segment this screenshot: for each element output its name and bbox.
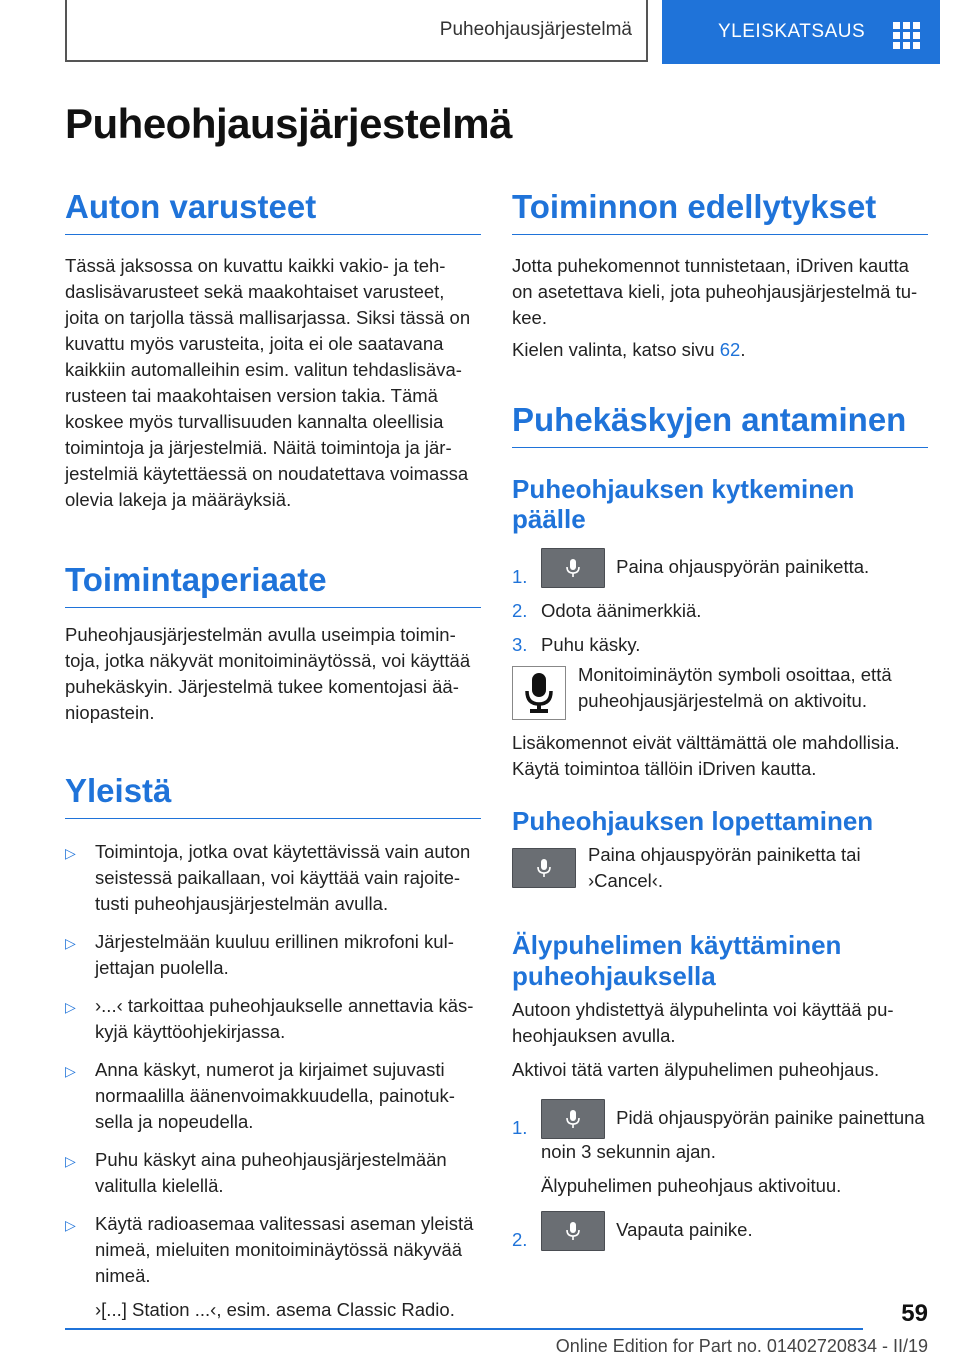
- page-link[interactable]: 62: [719, 338, 741, 360]
- triangle-bullet-icon: ▷: [65, 1152, 76, 1169]
- heading-kytkeminen-paalle: Puheohjauksen kytkeminen päälle: [512, 473, 855, 535]
- header-chapter-tab[interactable]: [662, 0, 940, 64]
- list-item: ▷ Järjestelmään kuuluu erillinen mikrofoni kuljettajan puolella.: [65, 930, 454, 978]
- steering-voice-button-image: [512, 848, 576, 888]
- steering-voice-button-image: [541, 1099, 605, 1139]
- grid-icon: [893, 22, 920, 49]
- cancel-row: [512, 844, 928, 894]
- steps-kytkeminen: [512, 548, 928, 658]
- heading-toimintaperiaate: Toimintaperiaate: [65, 561, 481, 608]
- page-title: Puheohjausjärjestelmä: [65, 100, 513, 147]
- heading-auton-varusteet: Auton varusteet: [65, 188, 481, 235]
- paragraph-lisakomennot: Lisäkomennot eivät välttämättä ole mahdollisia. Käytä toimintoa tällöin iDriven kautta.: [512, 732, 900, 780]
- header-section-label: Puheohjausjärjestelmä: [439, 19, 632, 40]
- list-item: 2. Vapauta painike.: [512, 1211, 928, 1251]
- list-item: 3. Puhu käsky.: [512, 634, 641, 656]
- paragraph-toimintaperiaate: Puheohjausjärjestelmän avulla useimpia toimintoja, jotka näkyvät monitoiminäytössä, voi käyttää puhekäskyin. Järjestelmä tukee komentojasi ääniopastein.: [65, 623, 471, 723]
- paragraph-monitor-symbol: Monitoiminäytön symboli osoittaa, että puheohjausjärjestelmä on aktivoitu.: [578, 664, 892, 712]
- steps-alypuhelin: [512, 1099, 928, 1251]
- list-item: 1. Pidä ohjauspyörän painike painettuna noin 3 sekunnin ajan. Älypuhelimen puheohjaus aktivoituu.: [512, 1099, 928, 1199]
- heading-alypuhelin: Älypuhelimen käyttäminen puheohjauksella: [512, 930, 842, 991]
- triangle-bullet-icon: ▷: [65, 1062, 76, 1079]
- steering-voice-button-image: [541, 1211, 605, 1251]
- paragraph-lopettaminen: Paina ohjauspyörän painiketta tai ›Cancel‹.: [588, 844, 861, 892]
- left-column: [65, 188, 481, 1335]
- footer-divider: [65, 1328, 863, 1330]
- heading-lopettaminen: Puheohjauksen lopettaminen: [512, 806, 874, 837]
- paragraph-alypuhelin-2: Aktivoi tätä varten älypuhelimen puheohjaus.: [512, 1058, 880, 1080]
- triangle-bullet-icon: ▷: [65, 844, 76, 861]
- list-item: 1. Paina ohjauspyörän painiketta.: [512, 548, 928, 588]
- list-item: ▷ Toimintoja, jotka ovat käytettävissä vain auton seistessä paikallaan, voi käyttää vain rajoitetusti puheohjausjärjestelmän avulla.: [65, 840, 471, 914]
- header-chapter-label: YLEISKATSAUS: [718, 21, 866, 42]
- list-item: ▷ Anna käskyt, numerot ja kirjaimet sujuvasti normaalilla äänenvoimakkuudella, painotuksella ja nopeudella.: [65, 1058, 455, 1132]
- microphone-icon: [566, 1110, 580, 1128]
- page-number: 59: [901, 1300, 928, 1327]
- right-column: [512, 188, 928, 1259]
- step-result: Älypuhelimen puheohjaus aktivoituu.: [541, 1174, 842, 1196]
- list-item: ▷ Puhu käskyt aina puheohjausjärjestelmään valitulla kielellä.: [65, 1148, 447, 1196]
- triangle-bullet-icon: ▷: [65, 934, 76, 951]
- steering-voice-button-image: [541, 548, 605, 588]
- heading-toiminnon-edellytykset: Toiminnon edellytykset: [512, 188, 928, 235]
- monitor-symbol-row: [512, 666, 928, 720]
- paragraph-alypuhelin-1: Autoon yhdistettyä älypuhelinta voi käyttää puheohjauksen avulla.: [512, 998, 894, 1046]
- heading-puhekaskyjen-antaminen: Puhekäskyjen antaminen: [512, 401, 928, 448]
- triangle-bullet-icon: ▷: [65, 1216, 76, 1233]
- paragraph-auton-varusteet: Tässä jaksossa on kuvattu kaikki vakio- ja tehdaslisävarusteet sekä maakohtaiset varusteet, joita on tarjolla tässä mallisarjassa. Siksi tässä on kuvattu myös varusteita, joita ei ole saatavana kaikkiin automalleihin esim. valitun tehdaslisävarusteen tai maakohtaisen version takia. Tämä koskee myös turvallisuuden kannalta oleellisia toimintoja ja järjestelmiä. Näitä toimintoja ja järjestelmiä käytettäessä on noudatettava voimassa olevia lakeja ja määräyksiä.: [65, 254, 471, 510]
- list-item: ▷ Käytä radioasemaa valitessasi aseman yleistä nimeä, mieluiten monitoiminäytössä näkyvää nimeä. ›[...] Station ...‹, esim. asema Classic Radio.: [65, 1211, 481, 1323]
- monitor-microphone-icon: [512, 666, 566, 720]
- microphone-icon: [566, 559, 580, 577]
- list-item: 2. Odota äänimerkkiä.: [512, 600, 702, 622]
- paragraph-kielen-valinta: Kielen valinta, katso sivu 62.: [512, 338, 746, 360]
- bullet-list-yleista: [65, 839, 481, 1323]
- header-section-tab: [65, 0, 648, 62]
- heading-yleista: Yleistä: [65, 772, 481, 819]
- triangle-bullet-icon: ▷: [65, 998, 76, 1015]
- microphone-icon: [537, 859, 551, 877]
- bullet-example: ›[...] Station ...‹, esim. asema Classic Radio.: [95, 1298, 455, 1320]
- list-item: ▷ ›...‹ tarkoittaa puheohjaukselle annettavia käskyjä käyttöohjekirjassa.: [65, 994, 474, 1042]
- paragraph-edellytykset: Jotta puhekomennot tunnistetaan, iDriven kautta on asetettava kieli, jota puheohjausjärjestelmä tukee.: [512, 254, 918, 328]
- footer-edition: Online Edition for Part no. 01402720834 - II/19: [555, 1336, 928, 1356]
- microphone-icon: [566, 1222, 580, 1240]
